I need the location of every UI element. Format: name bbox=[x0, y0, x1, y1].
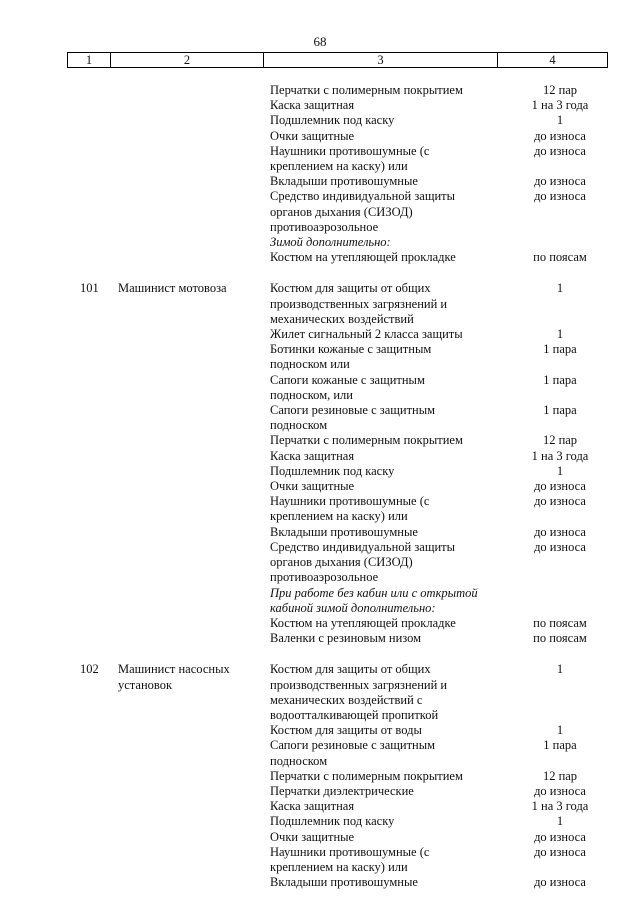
ppe-item bbox=[0, 189, 640, 235]
column-header-1: 1 bbox=[68, 53, 111, 68]
ppe-description: Вкладыши противошумные bbox=[270, 875, 418, 890]
profession-name: Машинист насосных установок bbox=[118, 662, 230, 692]
ppe-item bbox=[0, 769, 640, 784]
ppe-item bbox=[0, 662, 640, 723]
ppe-item bbox=[0, 799, 640, 814]
ppe-item bbox=[0, 433, 640, 448]
ppe-quantity: до износа bbox=[534, 875, 586, 890]
row-number: 102 bbox=[80, 662, 99, 677]
ppe-description: Перчатки диэлектрические bbox=[270, 783, 414, 798]
ppe-item bbox=[0, 235, 640, 250]
ppe-quantity: 1 bbox=[556, 327, 564, 342]
ppe-quantity: 12 пар bbox=[542, 433, 578, 448]
ppe-description: Костюм для защиты от общих производственных загрязнений и механических воздействий с водоотталкивающей пропиткой bbox=[270, 662, 448, 722]
column-header-table bbox=[67, 52, 608, 68]
ppe-description: Средство индивидуальной защиты органов дыхания (СИЗОД) противоаэрозольное bbox=[270, 539, 456, 585]
ppe-quantity: 12 пар bbox=[542, 83, 578, 97]
ppe-quantity: до износа bbox=[534, 829, 586, 844]
ppe-quantity: до износа bbox=[534, 189, 586, 204]
table-row bbox=[0, 281, 640, 646]
ppe-description: Перчатки с полимерным покрытием bbox=[270, 83, 463, 97]
ppe-item bbox=[0, 525, 640, 540]
ppe-item bbox=[0, 129, 640, 144]
ppe-quantity: до износа bbox=[534, 524, 586, 539]
column-header-4: 4 bbox=[498, 53, 608, 68]
ppe-description: Очки защитные bbox=[270, 829, 355, 844]
ppe-item bbox=[0, 784, 640, 799]
ppe-quantity: 1 на 3 года bbox=[531, 98, 589, 113]
ppe-description: Костюм на утепляющей прокладке bbox=[270, 250, 456, 265]
ppe-quantity: 1 на 3 года bbox=[531, 799, 589, 814]
ppe-item bbox=[0, 98, 640, 113]
ppe-quantity: до износа bbox=[534, 844, 586, 859]
ppe-description: Подшлемник под каску bbox=[270, 463, 395, 478]
ppe-quantity: 12 пар bbox=[542, 768, 578, 783]
ppe-item bbox=[0, 738, 640, 768]
ppe-item bbox=[0, 342, 640, 372]
ppe-quantity: до износа bbox=[534, 143, 586, 158]
profession-name: Машинист мотовоза bbox=[118, 281, 227, 296]
section-gap bbox=[0, 265, 640, 281]
ppe-description: Очки защитные bbox=[270, 479, 355, 494]
ppe-item bbox=[0, 479, 640, 494]
ppe-item bbox=[0, 403, 640, 433]
ppe-description: Сапоги резиновые с защитным подноском bbox=[270, 738, 436, 768]
ppe-quantity: до износа bbox=[534, 174, 586, 189]
ppe-description: Сапоги кожаные с защитным подноском, или bbox=[270, 372, 425, 402]
ppe-description: Вкладыши противошумные bbox=[270, 524, 418, 539]
ppe-item bbox=[0, 281, 640, 327]
ppe-description: Наушники противошумные (с креплением на каску) или bbox=[270, 844, 430, 874]
ppe-quantity: 1 bbox=[556, 662, 564, 677]
ppe-quantity: 1 пара bbox=[543, 372, 577, 387]
ppe-description: Подшлемник под каску bbox=[270, 113, 395, 128]
ppe-quantity: по поясам bbox=[533, 631, 587, 646]
ppe-item bbox=[0, 373, 640, 403]
table-row bbox=[0, 83, 640, 265]
column-header-row bbox=[68, 53, 608, 68]
ppe-item bbox=[0, 723, 640, 738]
ppe-item bbox=[0, 449, 640, 464]
ppe-item bbox=[0, 814, 640, 829]
ppe-quantity: по поясам bbox=[533, 250, 587, 265]
ppe-item bbox=[0, 631, 640, 646]
ppe-quantity: 1 bbox=[556, 463, 564, 478]
ppe-quantity: 1 пара bbox=[543, 738, 577, 753]
ppe-description: Вкладыши противошумные bbox=[270, 174, 418, 189]
ppe-description: Наушники противошумные (с креплением на каску) или bbox=[270, 494, 430, 524]
ppe-item bbox=[0, 144, 640, 174]
ppe-quantity: до износа bbox=[534, 479, 586, 494]
ppe-quantity: 1 пара bbox=[543, 403, 577, 418]
ppe-note: Зимой дополнительно: bbox=[270, 235, 391, 250]
column-header-3: 3 bbox=[264, 53, 498, 68]
ppe-item bbox=[0, 464, 640, 479]
table-row bbox=[0, 662, 640, 890]
ppe-item bbox=[0, 494, 640, 524]
ppe-item bbox=[0, 586, 640, 616]
row-number: 101 bbox=[80, 281, 99, 296]
ppe-description: Средство индивидуальной защиты органов дыхания (СИЗОД) противоаэрозольное bbox=[270, 189, 456, 234]
ppe-item bbox=[0, 845, 640, 875]
column-header-2: 2 bbox=[111, 53, 264, 68]
ppe-item bbox=[0, 83, 640, 98]
ppe-quantity: до износа bbox=[534, 539, 586, 554]
ppe-quantity: до износа bbox=[534, 128, 586, 143]
ppe-quantity: 1 пара bbox=[543, 342, 577, 357]
ppe-description: Жилет сигнальный 2 класса защиты bbox=[270, 327, 463, 342]
ppe-description: Валенки с резиновым низом bbox=[270, 631, 422, 646]
ppe-description: Подшлемник под каску bbox=[270, 814, 395, 829]
ppe-description: Костюм для защиты от общих производственных загрязнений и механических воздействий bbox=[270, 281, 448, 326]
ppe-description: Ботинки кожаные с защитным подноском или bbox=[270, 342, 432, 372]
ppe-description: Наушники противошумные (с креплением на каску) или bbox=[270, 143, 430, 174]
ppe-note: При работе без кабин или с открытой кабиной зимой дополнительно: bbox=[270, 585, 478, 615]
ppe-description: Перчатки с полимерным покрытием bbox=[270, 433, 463, 448]
ppe-item bbox=[0, 875, 640, 890]
table-body bbox=[0, 83, 640, 890]
ppe-description: Сапоги резиновые с защитным подноском bbox=[270, 403, 436, 433]
ppe-quantity: до износа bbox=[534, 783, 586, 798]
ppe-quantity: 1 на 3 года bbox=[531, 448, 589, 463]
ppe-quantity: 1 bbox=[556, 814, 564, 829]
ppe-description: Костюм на утепляющей прокладке bbox=[270, 615, 456, 630]
ppe-quantity: по поясам bbox=[533, 615, 587, 630]
ppe-description: Каска защитная bbox=[270, 448, 355, 463]
ppe-quantity: 1 bbox=[556, 281, 564, 296]
ppe-item bbox=[0, 830, 640, 845]
ppe-description: Костюм для защиты от воды bbox=[270, 723, 422, 738]
ppe-quantity: до износа bbox=[534, 494, 586, 509]
ppe-description: Очки защитные bbox=[270, 128, 355, 143]
section-gap bbox=[0, 646, 640, 662]
ppe-description: Каска защитная bbox=[270, 98, 355, 113]
ppe-item bbox=[0, 250, 640, 265]
ppe-item bbox=[0, 174, 640, 189]
ppe-description: Перчатки с полимерным покрытием bbox=[270, 768, 463, 783]
ppe-description: Каска защитная bbox=[270, 799, 355, 814]
ppe-quantity: 1 bbox=[556, 723, 564, 738]
ppe-item bbox=[0, 616, 640, 631]
page-number: 68 bbox=[313, 34, 327, 49]
ppe-quantity: 1 bbox=[556, 113, 564, 128]
ppe-item bbox=[0, 327, 640, 342]
ppe-item bbox=[0, 113, 640, 128]
ppe-item bbox=[0, 540, 640, 586]
